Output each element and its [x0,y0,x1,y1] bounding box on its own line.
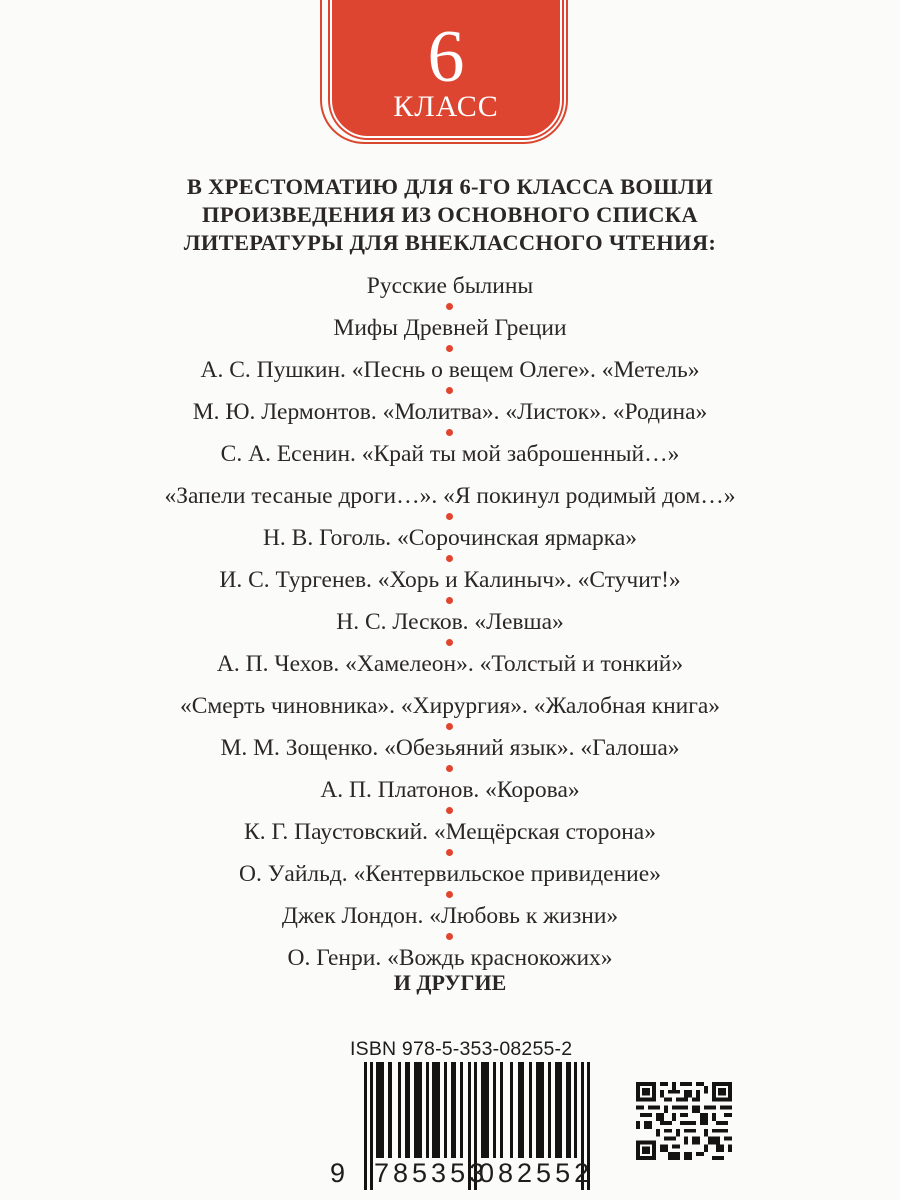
list-item: И. С. Тургенев. «Хорь и Калиныч». «Стучит!» [219,567,681,593]
separator [0,889,900,901]
separator [0,847,900,859]
list-item: О. Уайльд. «Кентервильское привидение» [239,861,661,887]
list-item: А. П. Чехов. «Хамелеон». «Толстый и тонкий» «Смерть чиновника». «Хирургия». «Жалобная книга» [179,651,721,719]
list-item: А. П. Платонов. «Корова» [320,777,580,803]
separator [0,931,900,943]
red-dot-icon [446,345,453,352]
barcode-digits-left: 785353 [374,1158,489,1188]
list-item: А. С. Пушкин. «Песнь о вещем Олеге». «Метель» [200,357,700,383]
red-dot-icon [446,765,453,772]
list-item: К. Г. Паустовский. «Мещёрская сторона» [244,819,656,845]
intro-heading [0,173,900,257]
red-dot-icon [446,429,453,436]
red-dot-icon [446,513,453,520]
red-dot-icon [446,597,453,604]
list-item: Н. В. Гоголь. «Сорочинская ярмарка» [262,525,638,551]
list-item: С. А. Есенин. «Край ты мой заброшенный…» «Запели тесаные дроги…». «Я покинул родимый дом…» [164,441,736,509]
grade-badge [330,0,562,138]
separator [0,511,900,523]
grade-label: КЛАСС [393,90,499,123]
barcode-digit-first: 9 [330,1158,350,1188]
red-dot-icon [446,933,453,940]
separator [0,721,900,733]
qr-code-icon [636,1082,732,1160]
grade-number: 6 [427,16,465,98]
red-dot-icon [446,891,453,898]
red-dot-icon [446,303,453,310]
separator [0,763,900,775]
separator [0,343,900,355]
heading-line: ПРОИЗВЕДЕНИЯ ИЗ ОСНОВНОГО СПИСКА [202,202,698,227]
barcode-digits-right: 082552 [479,1158,594,1188]
separator [0,427,900,439]
red-dot-icon [446,849,453,856]
separator [0,805,900,817]
list-item: О. Генри. «Вождь краснокожих» [287,945,613,971]
and-others-label: И ДРУГИЕ [393,970,507,995]
separator [0,385,900,397]
works-list [0,271,900,973]
red-dot-icon [446,639,453,646]
red-dot-icon [446,723,453,730]
list-item: Мифы Древней Греции [333,315,567,341]
red-dot-icon [446,387,453,394]
heading-line: ЛИТЕРАТУРЫ ДЛЯ ВНЕКЛАССНОГО ЧТЕНИЯ: [183,230,717,255]
list-item: М. Ю. Лермонтов. «Молитва». «Листок». «Родина» [192,399,708,425]
red-dot-icon [446,555,453,562]
separator [0,553,900,565]
separator [0,595,900,607]
separator [0,637,900,649]
heading-line: В ХРЕСТОМАТИЮ ДЛЯ 6-ГО КЛАССА ВОШЛИ [186,174,714,199]
list-item: Джек Лондон. «Любовь к жизни» [281,903,619,929]
list-item: Н. С. Лесков. «Левша» [336,609,564,635]
list-item: М. М. Зощенко. «Обезьяний язык». «Галоша» [220,735,680,761]
separator [0,301,900,313]
isbn-label: ISBN 978-5-353-08255-2 [350,1038,573,1060]
list-item: Русские былины [366,273,534,299]
red-dot-icon [446,807,453,814]
